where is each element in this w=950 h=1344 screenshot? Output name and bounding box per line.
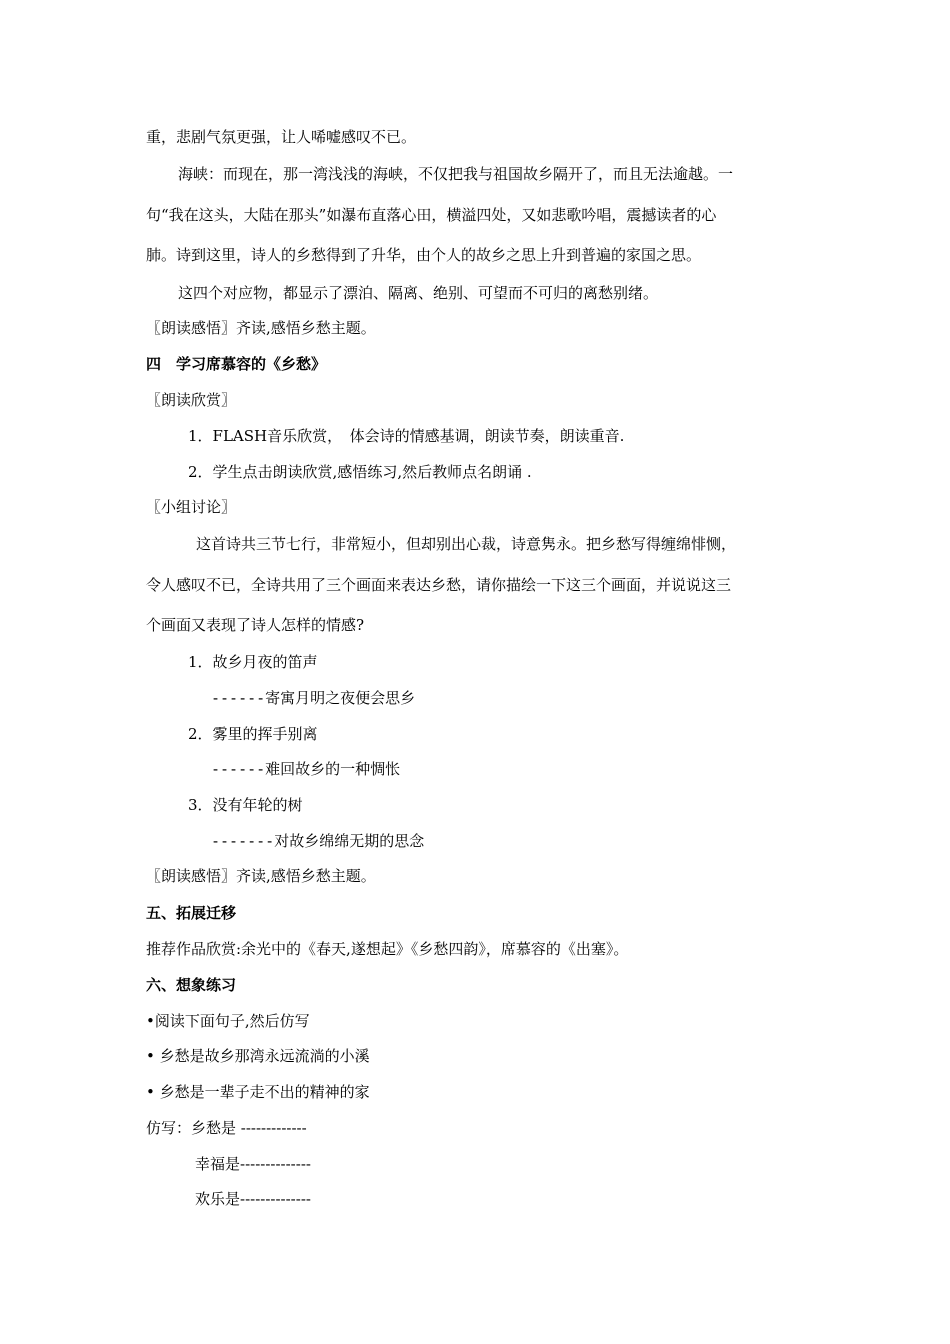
paragraph-line: 这首诗共三节七行，非常短小，但却别出心裁，诗意隽永。把乡愁写得缠绵悱恻，: [196, 535, 737, 553]
paragraph-line: 个画面又表现了诗人怎样的情感?: [146, 616, 365, 634]
list-item-note: ------难回故乡的一种惆怅: [211, 760, 401, 778]
paragraph-line: 这四个对应物，都显示了漂泊、隔离、绝别、可望而不可归的离愁别绪。: [178, 284, 659, 302]
subsection-label: 〖小组讨论〗: [146, 498, 237, 516]
list-item: 2．雾里的挥手别离: [188, 725, 318, 743]
section-heading: 四 学习席慕容的《乡愁》: [146, 355, 327, 373]
section-heading: 六、想象练习: [146, 976, 237, 994]
list-item-note: -------对故乡绵绵无期的思念: [211, 832, 425, 850]
subsection-label: 〖朗读欣赏〗: [146, 391, 237, 409]
reading-prompt: 〖朗读感悟〗齐读,感悟乡愁主题。: [146, 319, 376, 337]
paragraph-line: 重，悲剧气氛更强，让人唏嘘感叹不已。: [146, 128, 417, 146]
paragraph-line: 令人感叹不已，全诗共用了三个画面来表达乡愁，请你描绘一下这三个画面，并说说这三: [146, 576, 732, 594]
bullet-item: • 乡愁是一辈子走不出的精神的家: [146, 1083, 370, 1101]
section-heading: 五、拓展迁移: [146, 904, 237, 922]
list-item: 2．学生点击朗读欣赏,感悟练习,然后教师点名朗诵 .: [188, 463, 532, 481]
imitation-line: 仿写：乡愁是 -------------: [146, 1119, 307, 1137]
list-item-note: ------寄寓月明之夜便会思乡: [211, 689, 416, 707]
list-item: 3．没有年轮的树: [188, 796, 303, 814]
list-item: 1．FLASH音乐欣赏， 体会诗的情感基调，朗读节奏，朗读重音.: [188, 427, 625, 445]
paragraph-line: 句“我在这头，大陆在那头”如瀑布直落心田，横溢四处，又如悲歌吟唱，震撼读者的心: [146, 206, 717, 224]
paragraph-line: 肺。诗到这里，诗人的乡愁得到了升华，由个人的故乡之思上升到普遍的家国之思。: [146, 246, 702, 264]
list-item: 1．故乡月夜的笛声: [188, 653, 318, 671]
imitation-line: 欢乐是--------------: [195, 1190, 311, 1208]
reading-prompt: 〖朗读感悟〗齐读,感悟乡愁主题。: [146, 867, 376, 885]
paragraph-line: 推荐作品欣赏:余光中的《春天,遂想起》《乡愁四韵》，席慕容的《出塞》。: [146, 940, 629, 958]
paragraph-line: 海峡：而现在，那一湾浅浅的海峡，不仅把我与祖国故乡隔开了，而且无法逾越。一: [178, 165, 734, 183]
imitation-line: 幸福是--------------: [195, 1155, 311, 1173]
bullet-item: • 乡愁是故乡那湾永远流淌的小溪: [146, 1047, 370, 1065]
instruction-line: •阅读下面句子,然后仿写: [146, 1012, 310, 1030]
